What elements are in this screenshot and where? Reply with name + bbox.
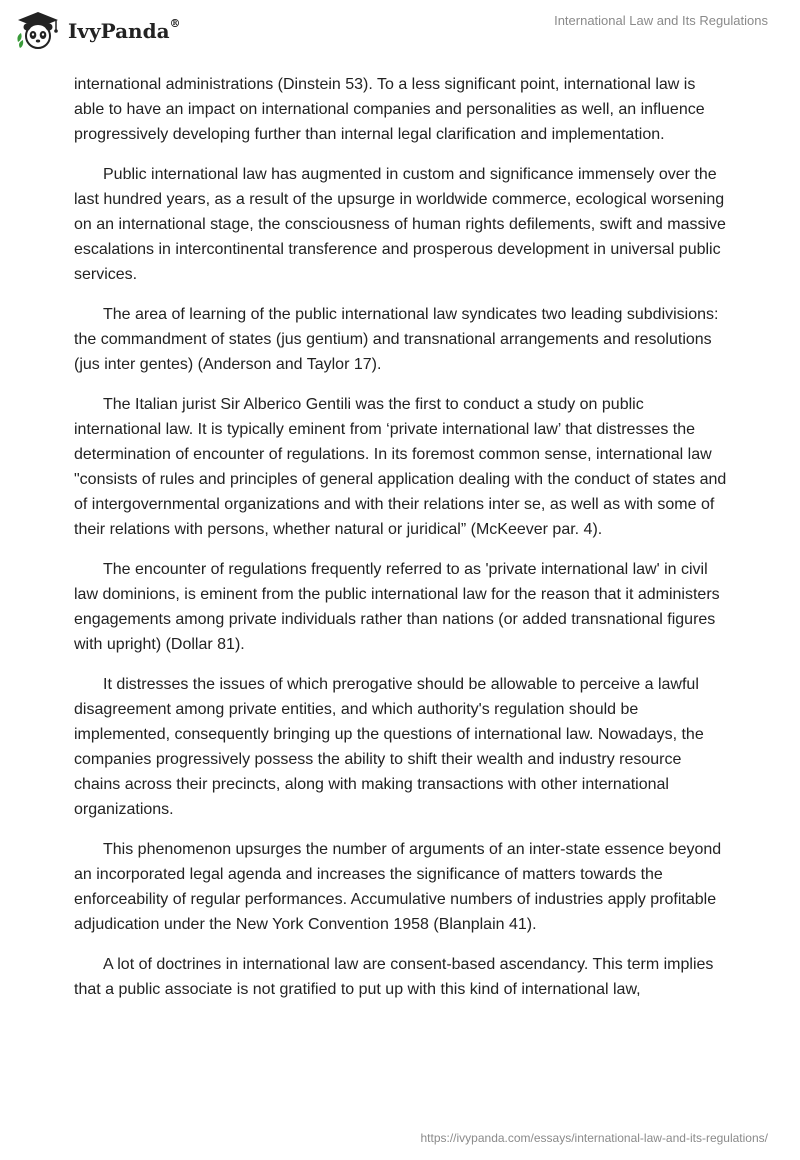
paragraph: The encounter of regulations frequently referred to as 'private international law' in civil law dominions, is eminent from the public international law for the reason that it administers engagements among private individuals rather than nations (or added transnational figures with upright) (Dollar 81). <box>74 561 720 653</box>
source-url[interactable]: https://ivypanda.com/essays/international-law-and-its-regulations/ <box>420 1131 768 1145</box>
paragraph: A lot of doctrines in international law are consent-based ascendancy. This term implies that a public associate is not gratified to put up with this kind of international law, <box>74 956 714 998</box>
essay-body <box>74 72 730 1017</box>
paragraph: The Italian jurist Sir Alberico Gentili was the first to conduct a study on public international law. It is typically eminent from ‘private international law’ that distresses the determination of encounter of regulations. In its foremost common sense, international law "consists of rules and principles of general application dealing with the conduct of states and of intergovernmental organizations and with their relations inter se, as well as with some of their relations with persons, whether natural or juridical” (McKeever par. 4). <box>74 396 727 538</box>
document-title: International Law and Its Regulations <box>554 13 768 28</box>
brand-name <box>68 19 181 43</box>
paragraph: Public international law has augmented in custom and significance immensely over the last hundred years, as a result of the upsurge in worldwide commerce, ecological worsening on an international stage, the consciousness of human rights defilements, swift and massive escalations in intercontinental transference and prosperous development in universal public services. <box>74 166 726 283</box>
panda-graduate-icon <box>14 10 62 50</box>
ivypanda-logo[interactable] <box>14 10 181 50</box>
paragraph-continuation: international administrations (Dinstein 53). To a less significant point, international law is able to have an impact on international companies and personalities as well, an influence progressively developing further than internal legal clarification and implementation. <box>74 76 705 143</box>
paragraph: This phenomenon upsurges the number of arguments of an inter-state essence beyond an incorporated legal agenda and increases the significance of matters towards the enforceability of regular performances. Accumulative numbers of industries apply profitable adjudication under the New York Convention 1958 (Blanplain 41). <box>74 841 722 933</box>
paragraph: It distresses the issues of which prerogative should be allowable to perceive a lawful disagreement among private entities, and which authority's regulation should be implemented, consequently bringing up the questions of international law. Nowadays, the companies progressively possess the ability to shift their wealth and industry resource chains across their precincts, along with making transactions with other international organizations. <box>74 676 704 818</box>
paragraph: The area of learning of the public international law syndicates two leading subdivisions: the commandment of states (jus gentium) and transnational arrangements and resolutions (jus inter gentes) (Anderson and Taylor 17). <box>74 306 719 373</box>
page-header <box>0 0 800 70</box>
registered-mark: ® <box>169 17 181 31</box>
brand-name-text: IvyPanda <box>68 19 170 43</box>
